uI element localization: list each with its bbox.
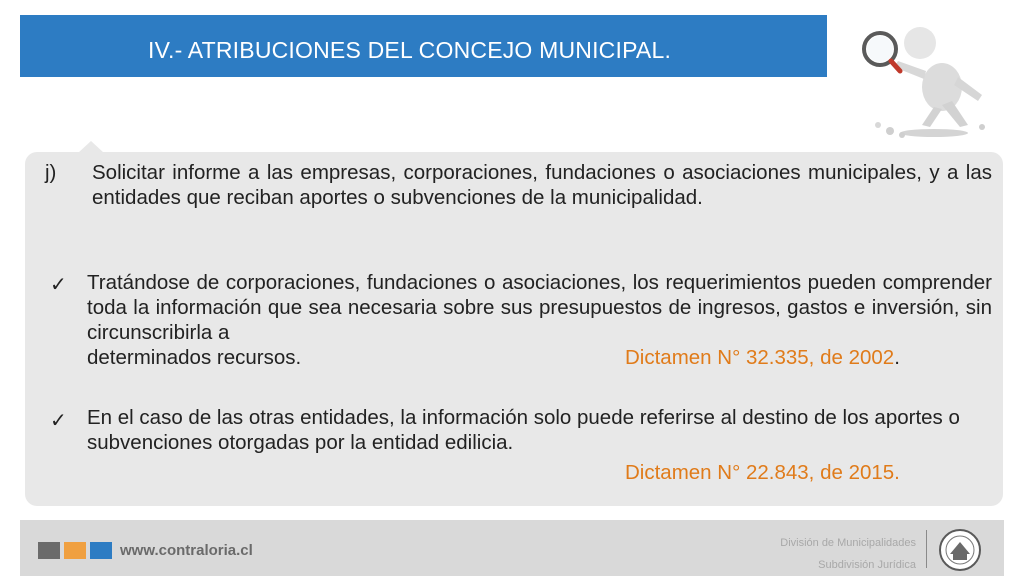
figure-with-magnifier-icon <box>842 15 1004 141</box>
item-marker: j) <box>45 161 57 184</box>
check-icon: ✓ <box>50 410 67 432</box>
bullet-2-text: En el caso de las otras entidades, la información solo puede referirse al destino de los aportes o subvenciones otorgadas por la entidad edilicia. <box>87 406 960 454</box>
footer <box>20 520 1004 576</box>
footer-divider <box>926 530 927 568</box>
footer-square-orange <box>64 542 86 559</box>
footer-square-blue <box>90 542 112 559</box>
item-j-text: Solicitar informe a las empresas, corporaciones, fundaciones o asociaciones municipales, y a las entidades que reciban aportes o subvenciones de la municipalidad. <box>92 161 992 209</box>
bullet-1-text: Tratándose de corporaciones, fundaciones o asociaciones, los requerimientos pueden comprender toda la información que sea necesaria sobre sus presupuestos de ingresos, gastos e inversión, sin circunscribirla a <box>87 271 992 344</box>
contraloria-seal-icon <box>938 528 982 572</box>
citation-2: Dictamen N° 22.843, de 2015. <box>625 461 900 484</box>
footer-url-link[interactable]: www.contraloria.cl <box>120 542 253 559</box>
check-icon: ✓ <box>50 274 67 296</box>
footer-square-gray <box>38 542 60 559</box>
title-bar <box>20 15 827 77</box>
magnifier-figure-image <box>842 15 1004 141</box>
bullet-1-last-line <box>87 345 992 370</box>
page-title: IV.- ATRIBUCIONES DEL CONCEJO MUNICIPAL. <box>148 36 672 63</box>
footer-subdivision: Subdivisión Jurídica <box>818 559 916 571</box>
citation-1-text: Dictamen N° 32.335, de 2002 <box>625 346 895 369</box>
citation-1 <box>625 345 900 370</box>
footer-division: División de Municipalidades <box>780 537 916 549</box>
footer-division-info <box>780 532 916 576</box>
citation-1-period: . <box>894 346 900 369</box>
bullet-1-last-text: determinados recursos. <box>87 346 302 369</box>
